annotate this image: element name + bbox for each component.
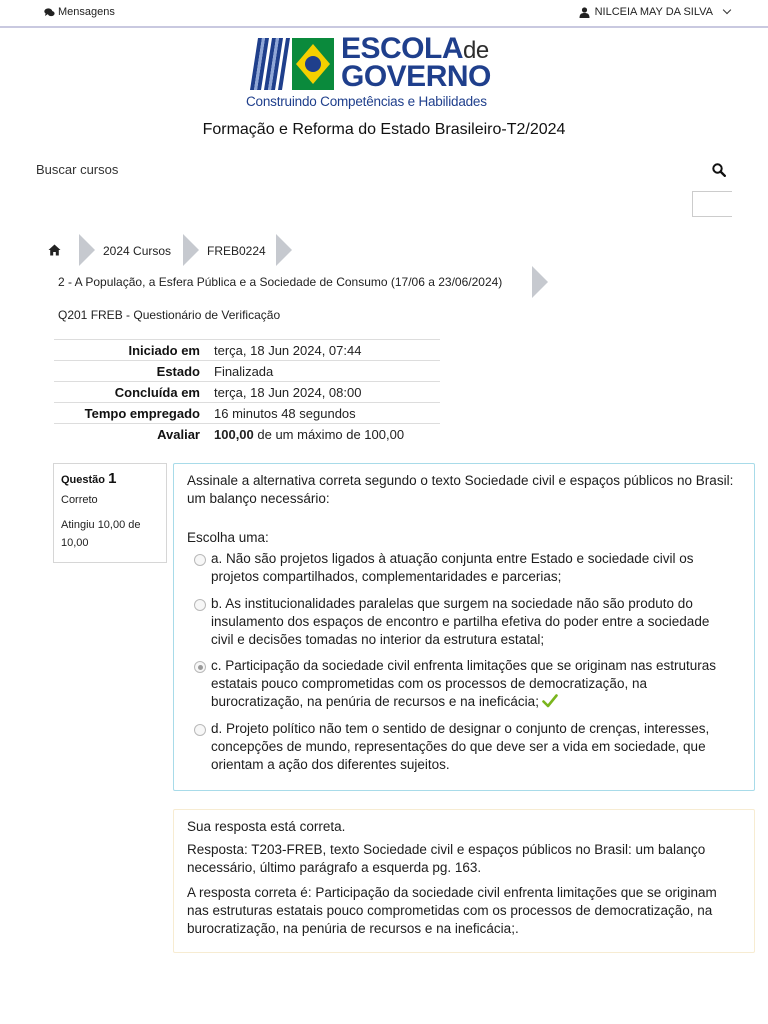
messages-label: Mensagens <box>58 6 115 18</box>
summary-value: 16 minutos 48 segundos <box>214 405 356 421</box>
radio-button-selected[interactable] <box>194 661 206 673</box>
table-row <box>54 361 440 382</box>
attempt-summary-table <box>54 339 440 445</box>
question-feedback <box>173 809 755 953</box>
answer-option-b[interactable] <box>194 595 734 649</box>
question-grade: Atingiu 10,00 de 10,00 <box>61 519 141 549</box>
breadcrumb-separator <box>532 266 548 298</box>
grade-value: 100,00 <box>214 426 254 442</box>
chevron-down-icon <box>723 6 731 14</box>
logo-tagline: Construindo Competências e Habilidades <box>246 94 487 109</box>
feedback-reference: Resposta: T203-FREB, texto Sociedade civil e espaços públicos no Brasil: um balanço necessário, último parágrafo a esquerda pg. 163. <box>187 842 706 875</box>
breadcrumb-item-2024-cursos[interactable]: 2024 Cursos <box>103 244 172 258</box>
search-icon <box>712 163 726 177</box>
radio-button[interactable] <box>194 599 206 611</box>
breadcrumb-item-section[interactable]: 2 - A População, a Esfera Pública e a Sociedade de Consumo (17/06 a 23/06/2024) <box>58 275 503 289</box>
answer-option-d[interactable] <box>194 720 734 774</box>
answer-text: d. Projeto político não tem o sentido de designar o conjunto de crenças, interesses, concepções de mundo, representações do que deve ser a vida em sociedade, que orientam a ação dos diferentes sujeitos. <box>211 721 710 772</box>
answer-text: c. Participação da sociedade civil enfrenta limitações que se originam nas estruturas estatais pouco comprometidas com os processos de democratização, na burocratização, na penúria de recursos e na ineficácia; <box>211 658 717 709</box>
feedback-status: Sua resposta está correta. <box>187 819 346 834</box>
breadcrumb-item-course[interactable]: FREB0224 <box>207 244 266 258</box>
question-content <box>173 463 755 791</box>
summary-label: Concluída em <box>114 384 200 400</box>
question-number: Questão 1 <box>61 470 117 487</box>
top-navbar <box>0 0 768 28</box>
logo-name-line1: ESCOLAde <box>341 32 489 65</box>
comments-icon <box>44 8 55 17</box>
search-input[interactable] <box>692 191 732 217</box>
breadcrumb-separator <box>183 234 199 266</box>
answer-prompt: Escolha uma: <box>187 530 269 545</box>
question-text: Assinale a alternativa correta segundo o texto Sociedade civil e espaços públicos no Brasil: um balanço necessário: <box>187 473 734 506</box>
radio-button[interactable] <box>194 554 206 566</box>
logo-emblem <box>248 34 336 94</box>
home-icon <box>48 244 61 256</box>
summary-label: Estado <box>156 363 200 379</box>
summary-value <box>214 424 440 445</box>
user-name: NILCEIA MAY DA SILVA <box>594 6 713 18</box>
search-courses-label: Buscar cursos <box>36 162 119 177</box>
site-logo[interactable] <box>246 32 528 112</box>
summary-label: Avaliar <box>157 426 200 442</box>
answer-option-a[interactable] <box>194 550 734 586</box>
answer-option-c[interactable] <box>194 657 734 711</box>
user-menu[interactable] <box>579 6 730 18</box>
question-state: Correto <box>61 494 98 506</box>
radio-button[interactable] <box>194 724 206 736</box>
answer-text-wrap <box>194 657 734 711</box>
answer-text: b. As institucionalidades paralelas que surgem na sociedade não são produto do insulamento dos espaços de encontro e partilha efetiva do poder entre a sociedade civil e decisões tomadas no interior da estrutura estatal; <box>211 596 710 647</box>
summary-value: Finalizada <box>214 363 274 379</box>
logo-name-line2: GOVERNO <box>341 60 491 93</box>
table-row <box>54 340 440 361</box>
summary-value: terça, 18 Jun 2024, 07:44 <box>214 342 362 358</box>
summary-label: Tempo empregado <box>84 405 200 421</box>
user-icon <box>579 7 590 18</box>
table-row <box>54 424 440 445</box>
breadcrumb-item-quiz[interactable]: Q201 FREB - Questionário de Verificação <box>58 308 281 322</box>
question-info-panel <box>53 463 167 563</box>
summary-label: Iniciado em <box>128 342 200 358</box>
table-row <box>54 382 440 403</box>
feedback-correct-answer: A resposta correta é: Participação da sociedade civil enfrenta limitações que se originam nas estruturas estatais pouco comprometidas com os processos de democratização, na burocratização, na penúria de recursos e na ineficácia;. <box>187 885 717 936</box>
summary-value: terça, 18 Jun 2024, 08:00 <box>214 384 362 400</box>
messages-link[interactable] <box>44 6 115 18</box>
table-row <box>54 403 440 424</box>
course-title: Formação e Reforma do Estado Brasileiro-T2/2024 <box>202 121 566 138</box>
breadcrumb-home[interactable] <box>48 243 62 257</box>
breadcrumb-separator <box>79 234 95 266</box>
search-button[interactable] <box>712 163 730 181</box>
grade-max: de um máximo de 100,00 <box>253 426 405 442</box>
correct-check-icon <box>542 694 558 708</box>
breadcrumb-separator <box>276 234 292 266</box>
answer-text: a. Não são projetos ligados à atuação conjunta entre Estado e sociedade civil os projetos compartilhados, complementaridades e parcerias; <box>211 551 694 584</box>
